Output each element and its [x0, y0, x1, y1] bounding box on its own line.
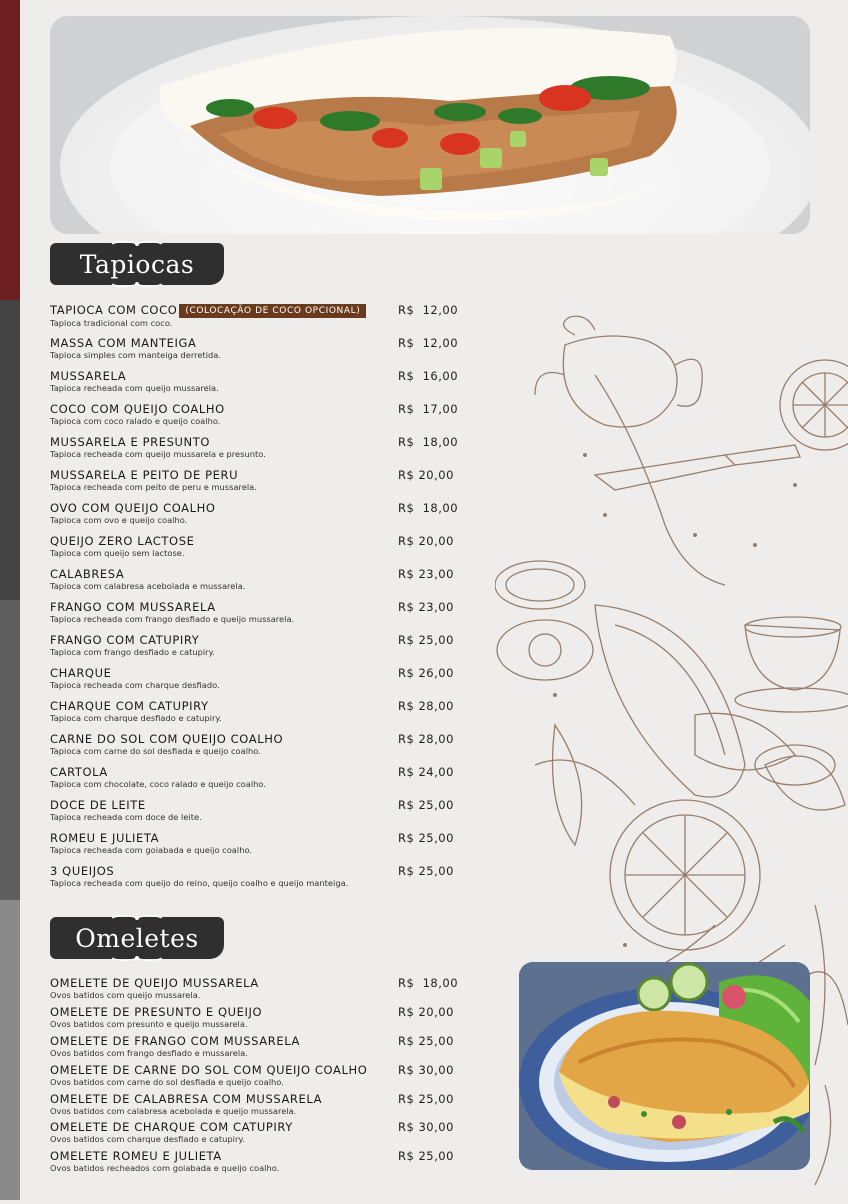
- item-price: R$ 25,00: [398, 633, 454, 647]
- menu-item: [50, 337, 460, 370]
- side-band-2: [0, 300, 20, 600]
- item-name-text: QUEIJO ZERO LACTOSE: [50, 534, 195, 548]
- item-price: R$ 16,00: [398, 369, 459, 383]
- ornament-icon: [110, 279, 164, 289]
- item-name-text: OMELETE DE PRESUNTO E QUEIJO: [50, 1004, 263, 1019]
- item-description: Ovos batidos com charque desfiado e catupiry.: [50, 1134, 245, 1145]
- menu-item: [50, 667, 460, 700]
- item-description: Tapioca com coco ralado e queijo coalho.: [50, 416, 221, 426]
- item-name-text: COCO COM QUEIJO COALHO: [50, 402, 225, 416]
- item-name-text: OVO COM QUEIJO COALHO: [50, 501, 216, 515]
- item-note-badge: (COLOCAÇÃO DE COCO OPCIONAL): [179, 304, 366, 318]
- item-name-text: CARNE DO SOL COM QUEIJO COALHO: [50, 732, 284, 746]
- item-price: R$ 20,00: [398, 534, 454, 548]
- item-name-text: OMELETE DE QUEIJO MUSSARELA: [50, 976, 259, 990]
- menu-item: [50, 1064, 460, 1093]
- item-price: R$ 25,00: [398, 1033, 454, 1048]
- item-description: Tapioca recheada com goiabada e queijo coalho.: [50, 845, 253, 855]
- menu-item: [50, 403, 460, 436]
- item-description: Tapioca recheada com doce de leite.: [50, 812, 202, 822]
- item-price: R$ 25,00: [398, 1091, 454, 1106]
- ornament-icon: [110, 953, 164, 963]
- side-band-1: [0, 0, 20, 300]
- item-description: Tapioca com frango desfiado e catupiry.: [50, 647, 215, 657]
- menu-item: [50, 1150, 460, 1179]
- item-name-text: TAPIOCA COM COCO: [50, 303, 178, 317]
- item-price: R$ 24,00: [398, 765, 454, 779]
- menu-item: [50, 634, 460, 667]
- item-description: Tapioca recheada com queijo do reino, queijo coalho e queijo manteiga.: [50, 878, 349, 888]
- item-description: Ovos batidos com queijo mussarela.: [50, 990, 201, 1000]
- item-price: R$ 23,00: [398, 600, 454, 614]
- item-price: R$ 28,00: [398, 699, 454, 713]
- item-price: R$ 30,00: [398, 1120, 454, 1135]
- item-name-text: OMELETE DE FRANGO COM MUSSARELA: [50, 1033, 300, 1048]
- tapiocas-menu-list: [50, 304, 460, 898]
- menu-item: [50, 700, 460, 733]
- menu-item: [50, 865, 460, 898]
- item-description: Tapioca simples com manteiga derretida.: [50, 350, 222, 360]
- menu-item: [50, 370, 460, 403]
- item-description: Tapioca com carne do sol desfiada e queijo coalho.: [50, 746, 261, 756]
- item-description: Ovos batidos com carne do sol desfiada e queijo coalho.: [50, 1076, 284, 1087]
- menu-item: [50, 601, 460, 634]
- item-name-text: MUSSARELA E PRESUNTO: [50, 435, 210, 449]
- menu-item: [50, 1121, 460, 1150]
- menu-item: [50, 1035, 460, 1064]
- menu-item: [50, 1006, 460, 1035]
- item-description: Tapioca recheada com peito de peru e mussarela.: [50, 482, 257, 492]
- ornament-icon: [110, 239, 164, 249]
- menu-item: [50, 535, 460, 568]
- item-description: Tapioca recheada com frango desfiado e queijo mussarela.: [50, 614, 295, 624]
- item-name-text: MUSSARELA: [50, 369, 127, 383]
- omeletes-section-header: [50, 917, 224, 959]
- menu-item: [50, 502, 460, 535]
- menu-item: [50, 469, 460, 502]
- item-price: R$ 25,00: [398, 831, 454, 845]
- item-name-text: 3 QUEIJOS: [50, 864, 115, 878]
- item-price: R$ 30,00: [398, 1062, 454, 1077]
- item-price: R$ 18,00: [398, 976, 459, 990]
- omeletes-menu-list: [50, 977, 460, 1179]
- menu-item: [50, 832, 460, 865]
- menu-item: [50, 766, 460, 799]
- menu-item: [50, 799, 460, 832]
- item-price: R$ 28,00: [398, 732, 454, 746]
- item-price: R$ 18,00: [398, 435, 459, 449]
- item-price: R$ 23,00: [398, 567, 454, 581]
- item-description: Tapioca tradicional com coco.: [50, 318, 173, 328]
- item-name-text: OMELETE DE CARNE DO SOL COM QUEIJO COALHO: [50, 1062, 368, 1077]
- tapiocas-title: Tapiocas: [79, 249, 195, 279]
- omelete-photo: [519, 962, 810, 1170]
- item-name-text: CHARQUE: [50, 666, 112, 680]
- item-price: R$ 12,00: [398, 303, 459, 317]
- item-name-text: FRANGO COM CATUPIRY: [50, 633, 200, 647]
- item-price: R$ 25,00: [398, 798, 454, 812]
- item-description: Tapioca recheada com charque desfiado.: [50, 680, 220, 690]
- item-description: Tapioca recheada com queijo mussarela e presunto.: [50, 449, 266, 459]
- item-name-text: FRANGO COM MUSSARELA: [50, 600, 216, 614]
- menu-item: [50, 568, 460, 601]
- menu-item: [50, 733, 460, 766]
- item-name-text: CALABRESA: [50, 567, 125, 581]
- item-description: Tapioca com ovo e queijo coalho.: [50, 515, 188, 525]
- item-description: Tapioca com charque desfiado e catupiry.: [50, 713, 222, 723]
- item-description: Tapioca com chocolate, coco ralado e queijo coalho.: [50, 779, 266, 789]
- tapiocas-section-header: [50, 243, 224, 285]
- item-name-text: OMELETE DE CALABRESA COM MUSSARELA: [50, 1091, 323, 1106]
- item-price: R$ 17,00: [398, 402, 459, 416]
- menu-item: [50, 436, 460, 469]
- item-description: Tapioca recheada com queijo mussarela.: [50, 383, 219, 393]
- ornament-icon: [110, 913, 164, 923]
- item-name-text: MUSSARELA E PEITO DE PERU: [50, 468, 239, 482]
- item-name-text: DOCE DE LEITE: [50, 798, 146, 812]
- item-name-text: OMELETE DE CHARQUE COM CATUPIRY: [50, 1120, 293, 1135]
- item-price: R$ 12,00: [398, 336, 459, 350]
- item-description: Ovos batidos com calabresa acebolada e queijo mussarela.: [50, 1105, 297, 1116]
- omeletes-title: Omeletes: [75, 923, 199, 953]
- item-name-text: CHARQUE COM CATUPIRY: [50, 699, 209, 713]
- item-name-text: CARTOLA: [50, 765, 108, 779]
- item-price: R$ 25,00: [398, 1149, 454, 1164]
- item-name-text: ROMEU E JULIETA: [50, 831, 160, 845]
- item-price: R$ 20,00: [398, 1004, 454, 1019]
- menu-item: [50, 1093, 460, 1122]
- item-name-text: OMELETE ROMEU E JULIETA: [50, 1149, 222, 1164]
- menu-item: [50, 977, 460, 1006]
- item-price: R$ 18,00: [398, 501, 459, 515]
- item-description: Tapioca com calabresa acebolada e mussarela.: [50, 581, 246, 591]
- item-description: Ovos batidos recheados com goiabada e queijo coalho.: [50, 1163, 280, 1174]
- tapioca-photo: [50, 16, 810, 234]
- item-price: R$ 20,00: [398, 468, 454, 482]
- item-name-text: MASSA COM MANTEIGA: [50, 336, 197, 350]
- side-band-3: [0, 600, 20, 900]
- item-price: R$ 25,00: [398, 864, 454, 878]
- item-description: Tapioca com queijo sem lactose.: [50, 548, 185, 558]
- side-band-4: [0, 900, 20, 1200]
- item-description: Ovos batidos com presunto e queijo mussarela.: [50, 1018, 248, 1029]
- item-description: Ovos batidos com frango desfiado e mussarela.: [50, 1047, 248, 1058]
- item-price: R$ 26,00: [398, 666, 454, 680]
- menu-item: [50, 304, 460, 337]
